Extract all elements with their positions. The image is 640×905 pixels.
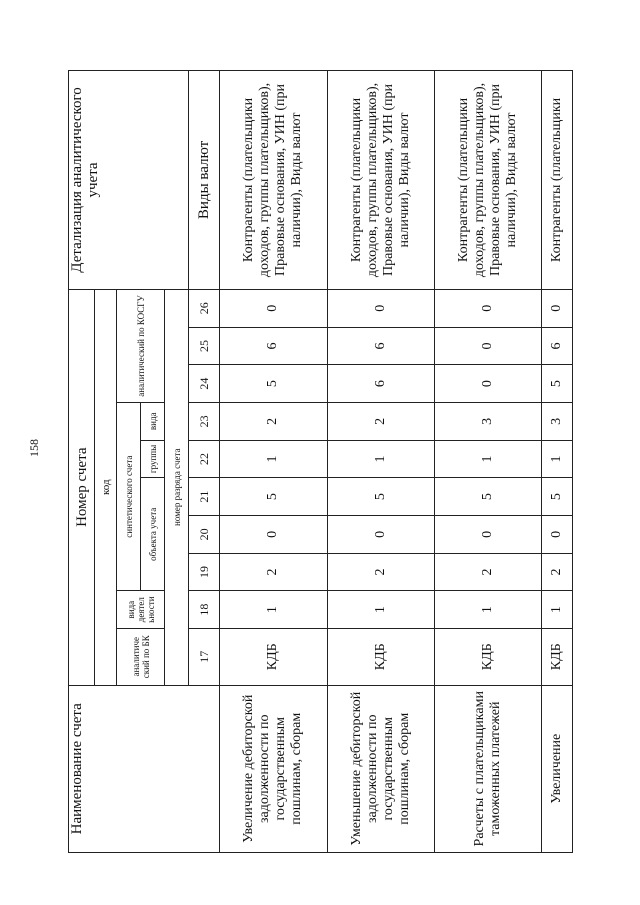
- digit-cell: 5: [434, 478, 541, 516]
- header-group: группы: [141, 440, 165, 478]
- digit-cell: 0: [542, 289, 573, 327]
- code-cell: КДБ: [327, 629, 434, 686]
- digit-cell: 6: [220, 327, 327, 365]
- digit-cell: 1: [434, 591, 541, 629]
- page-number: 158: [27, 439, 41, 457]
- digit-cell: 0: [434, 365, 541, 403]
- digit-cell: 1: [434, 440, 541, 478]
- digit-cell: 5: [542, 478, 573, 516]
- analytic-detail: Контрагенты (плательщики доходов, группы плательщиков), Правовые основания, УИН (при наличии), Виды валют: [220, 71, 327, 290]
- digit-cell: 5: [220, 365, 327, 403]
- table-row: [327, 71, 434, 853]
- code-cell: КДБ: [220, 629, 327, 686]
- header-account-name: Наименование счета: [69, 685, 220, 852]
- account-name: Уменьшение дебиторской задолженности по государственным пошлинам, сборам: [327, 685, 434, 852]
- digit-header: 22: [189, 440, 220, 478]
- digit-cell: 0: [327, 515, 434, 553]
- digit-cell: 1: [220, 440, 327, 478]
- digit-cell: 0: [434, 289, 541, 327]
- table-row: [542, 71, 573, 853]
- accounts-table: [68, 70, 573, 853]
- header-object: объекта учета: [141, 478, 165, 591]
- header-analytic-detail: Детализация аналитического учета: [69, 71, 189, 290]
- digit-cell: 2: [220, 402, 327, 440]
- digit-header: 24: [189, 365, 220, 403]
- digit-cell: 0: [542, 515, 573, 553]
- digit-cell: 1: [327, 440, 434, 478]
- digit-header: 23: [189, 402, 220, 440]
- digit-header: 25: [189, 327, 220, 365]
- code-cell: КДБ: [542, 629, 573, 686]
- code-cell: КДБ: [434, 629, 541, 686]
- digit-header: 17: [189, 629, 220, 686]
- digit-cell: 2: [327, 402, 434, 440]
- digit-cell: 0: [434, 327, 541, 365]
- account-name: Увеличение: [542, 685, 573, 852]
- digit-cell: 3: [434, 402, 541, 440]
- header-activity-kind: вида деятел ьности: [117, 591, 165, 629]
- header-currency-kinds: Виды валют: [189, 71, 220, 290]
- digit-cell: 1: [542, 440, 573, 478]
- digit-header: 19: [189, 553, 220, 591]
- digit-cell: 2: [327, 553, 434, 591]
- digit-cell: 6: [542, 327, 573, 365]
- digit-cell: 0: [220, 515, 327, 553]
- digit-cell: 2: [220, 553, 327, 591]
- digit-header: 26: [189, 289, 220, 327]
- digit-cell: 0: [327, 289, 434, 327]
- digit-cell: 1: [542, 591, 573, 629]
- digit-cell: 3: [542, 402, 573, 440]
- digit-cell: 5: [542, 365, 573, 403]
- header-analytic-bk: аналитиче ский по БК: [117, 629, 165, 686]
- table-row: [220, 71, 327, 853]
- digit-cell: 1: [220, 591, 327, 629]
- digit-cell: 2: [542, 553, 573, 591]
- header-synthetic-account: синтетического счета: [117, 402, 141, 590]
- header-kind: вида: [141, 402, 165, 440]
- digit-cell: 0: [220, 289, 327, 327]
- digit-cell: 0: [434, 515, 541, 553]
- analytic-detail: Контрагенты (плательщики доходов, группы плательщиков), Правовые основания, УИН (при наличии), Виды валют: [434, 71, 541, 290]
- digit-cell: 2: [434, 553, 541, 591]
- digit-header: 18: [189, 591, 220, 629]
- header-analytic-kosgu: аналитический по КОСГУ: [117, 289, 165, 402]
- digit-cell: 6: [327, 365, 434, 403]
- account-name: Расчеты с плательщиками таможенных платежей: [434, 685, 541, 852]
- header-account-number: Номер счета: [69, 289, 95, 685]
- header-digit-number: номер разряда счета: [165, 289, 189, 685]
- table-row: [434, 71, 541, 853]
- analytic-detail: Контрагенты (плательщики доходов, группы плательщиков), Правовые основания, УИН (при наличии), Виды валют: [327, 71, 434, 290]
- analytic-detail: Контрагенты (плательщики: [542, 71, 573, 290]
- digit-cell: 5: [327, 478, 434, 516]
- digit-header: 21: [189, 478, 220, 516]
- digit-cell: 1: [327, 591, 434, 629]
- header-code: код: [95, 289, 117, 685]
- digit-header: 20: [189, 515, 220, 553]
- digit-cell: 6: [327, 327, 434, 365]
- rotated-page: [68, 70, 573, 853]
- accounts-table-container: [68, 70, 573, 853]
- account-name: Увеличение дебиторской задолженности по государственным пошлинам, сборам: [220, 685, 327, 852]
- digit-cell: 5: [220, 478, 327, 516]
